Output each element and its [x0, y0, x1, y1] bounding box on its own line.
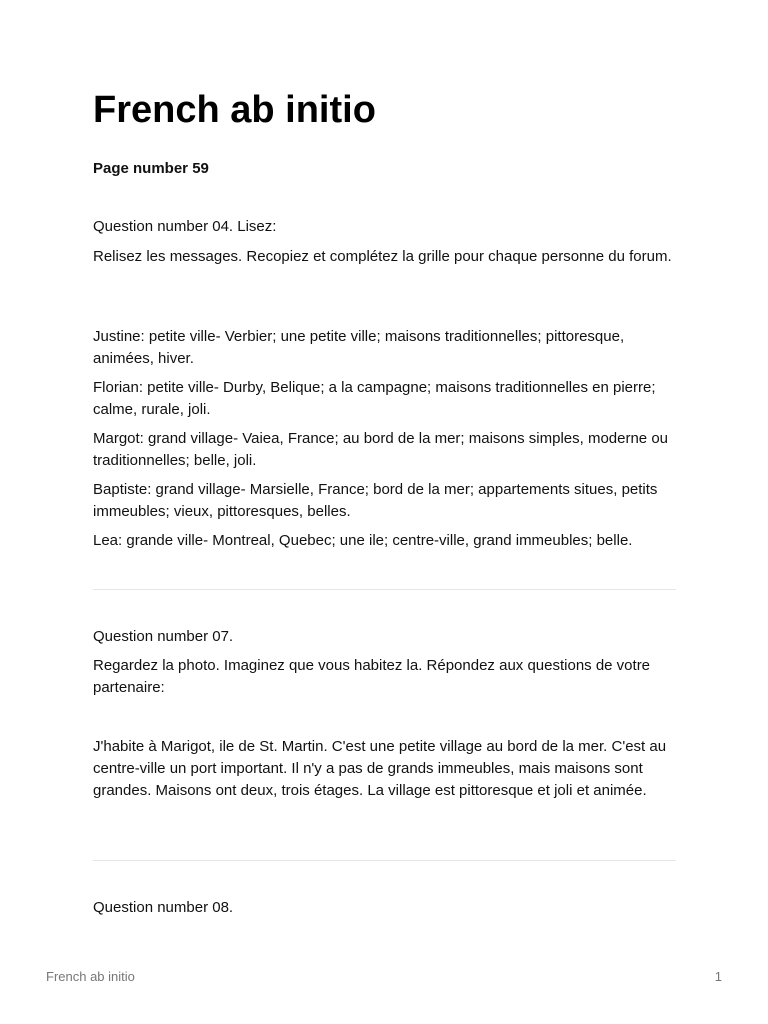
- answer-margot: Margot: grand village- Vaiea, France; au bord de la mer; maisons simples, moderne ou traditionnelles; belle, joli.: [93, 430, 669, 469]
- section-divider: [93, 860, 676, 861]
- question-07-answer: J'habite à Marigot, ile de St. Martin. C'est une petite village au bord de la mer. C'est au centre-ville un port important. Il n'y a pas de grands immeubles, mais maisons sont grandes. Maisons ont deux, trois étages. La village est pittoresque et joli et animée.: [93, 738, 667, 799]
- section-divider: [93, 589, 676, 590]
- answer-justine: Justine: petite ville- Verbier; une petite ville; maisons traditionnelles; pittoresque, animées, hiver.: [93, 328, 625, 367]
- footer-document-title: French ab initio: [46, 969, 135, 984]
- answer-lea: Lea: grande ville- Montreal, Quebec; une ile; centre-ville, grand immeubles; belle.: [93, 532, 633, 549]
- question-07-instruction: Regardez la photo. Imaginez que vous habitez la. Répondez aux questions de votre partenaire:: [93, 657, 651, 696]
- question-04-instruction: Relisez les messages. Recopiez et complétez la grille pour chaque personne du forum.: [93, 248, 672, 265]
- question-07-heading: Question number 07.: [93, 628, 234, 645]
- footer-page-number: 1: [714, 969, 722, 984]
- question-08-heading: Question number 08.: [93, 899, 234, 916]
- question-04-heading: Question number 04. Lisez:: [93, 218, 277, 235]
- document-title: French ab initio: [93, 89, 376, 131]
- answer-baptiste: Baptiste: grand village- Marsielle, France; bord de la mer; appartements situes, petits immeubles; vieux, pittoresques, belles.: [93, 481, 658, 520]
- page-number-label: Page number 59: [93, 160, 209, 177]
- answer-florian: Florian: petite ville- Durby, Belique; a la campagne; maisons traditionnelles en pierre; calme, rurale, joli.: [93, 379, 656, 418]
